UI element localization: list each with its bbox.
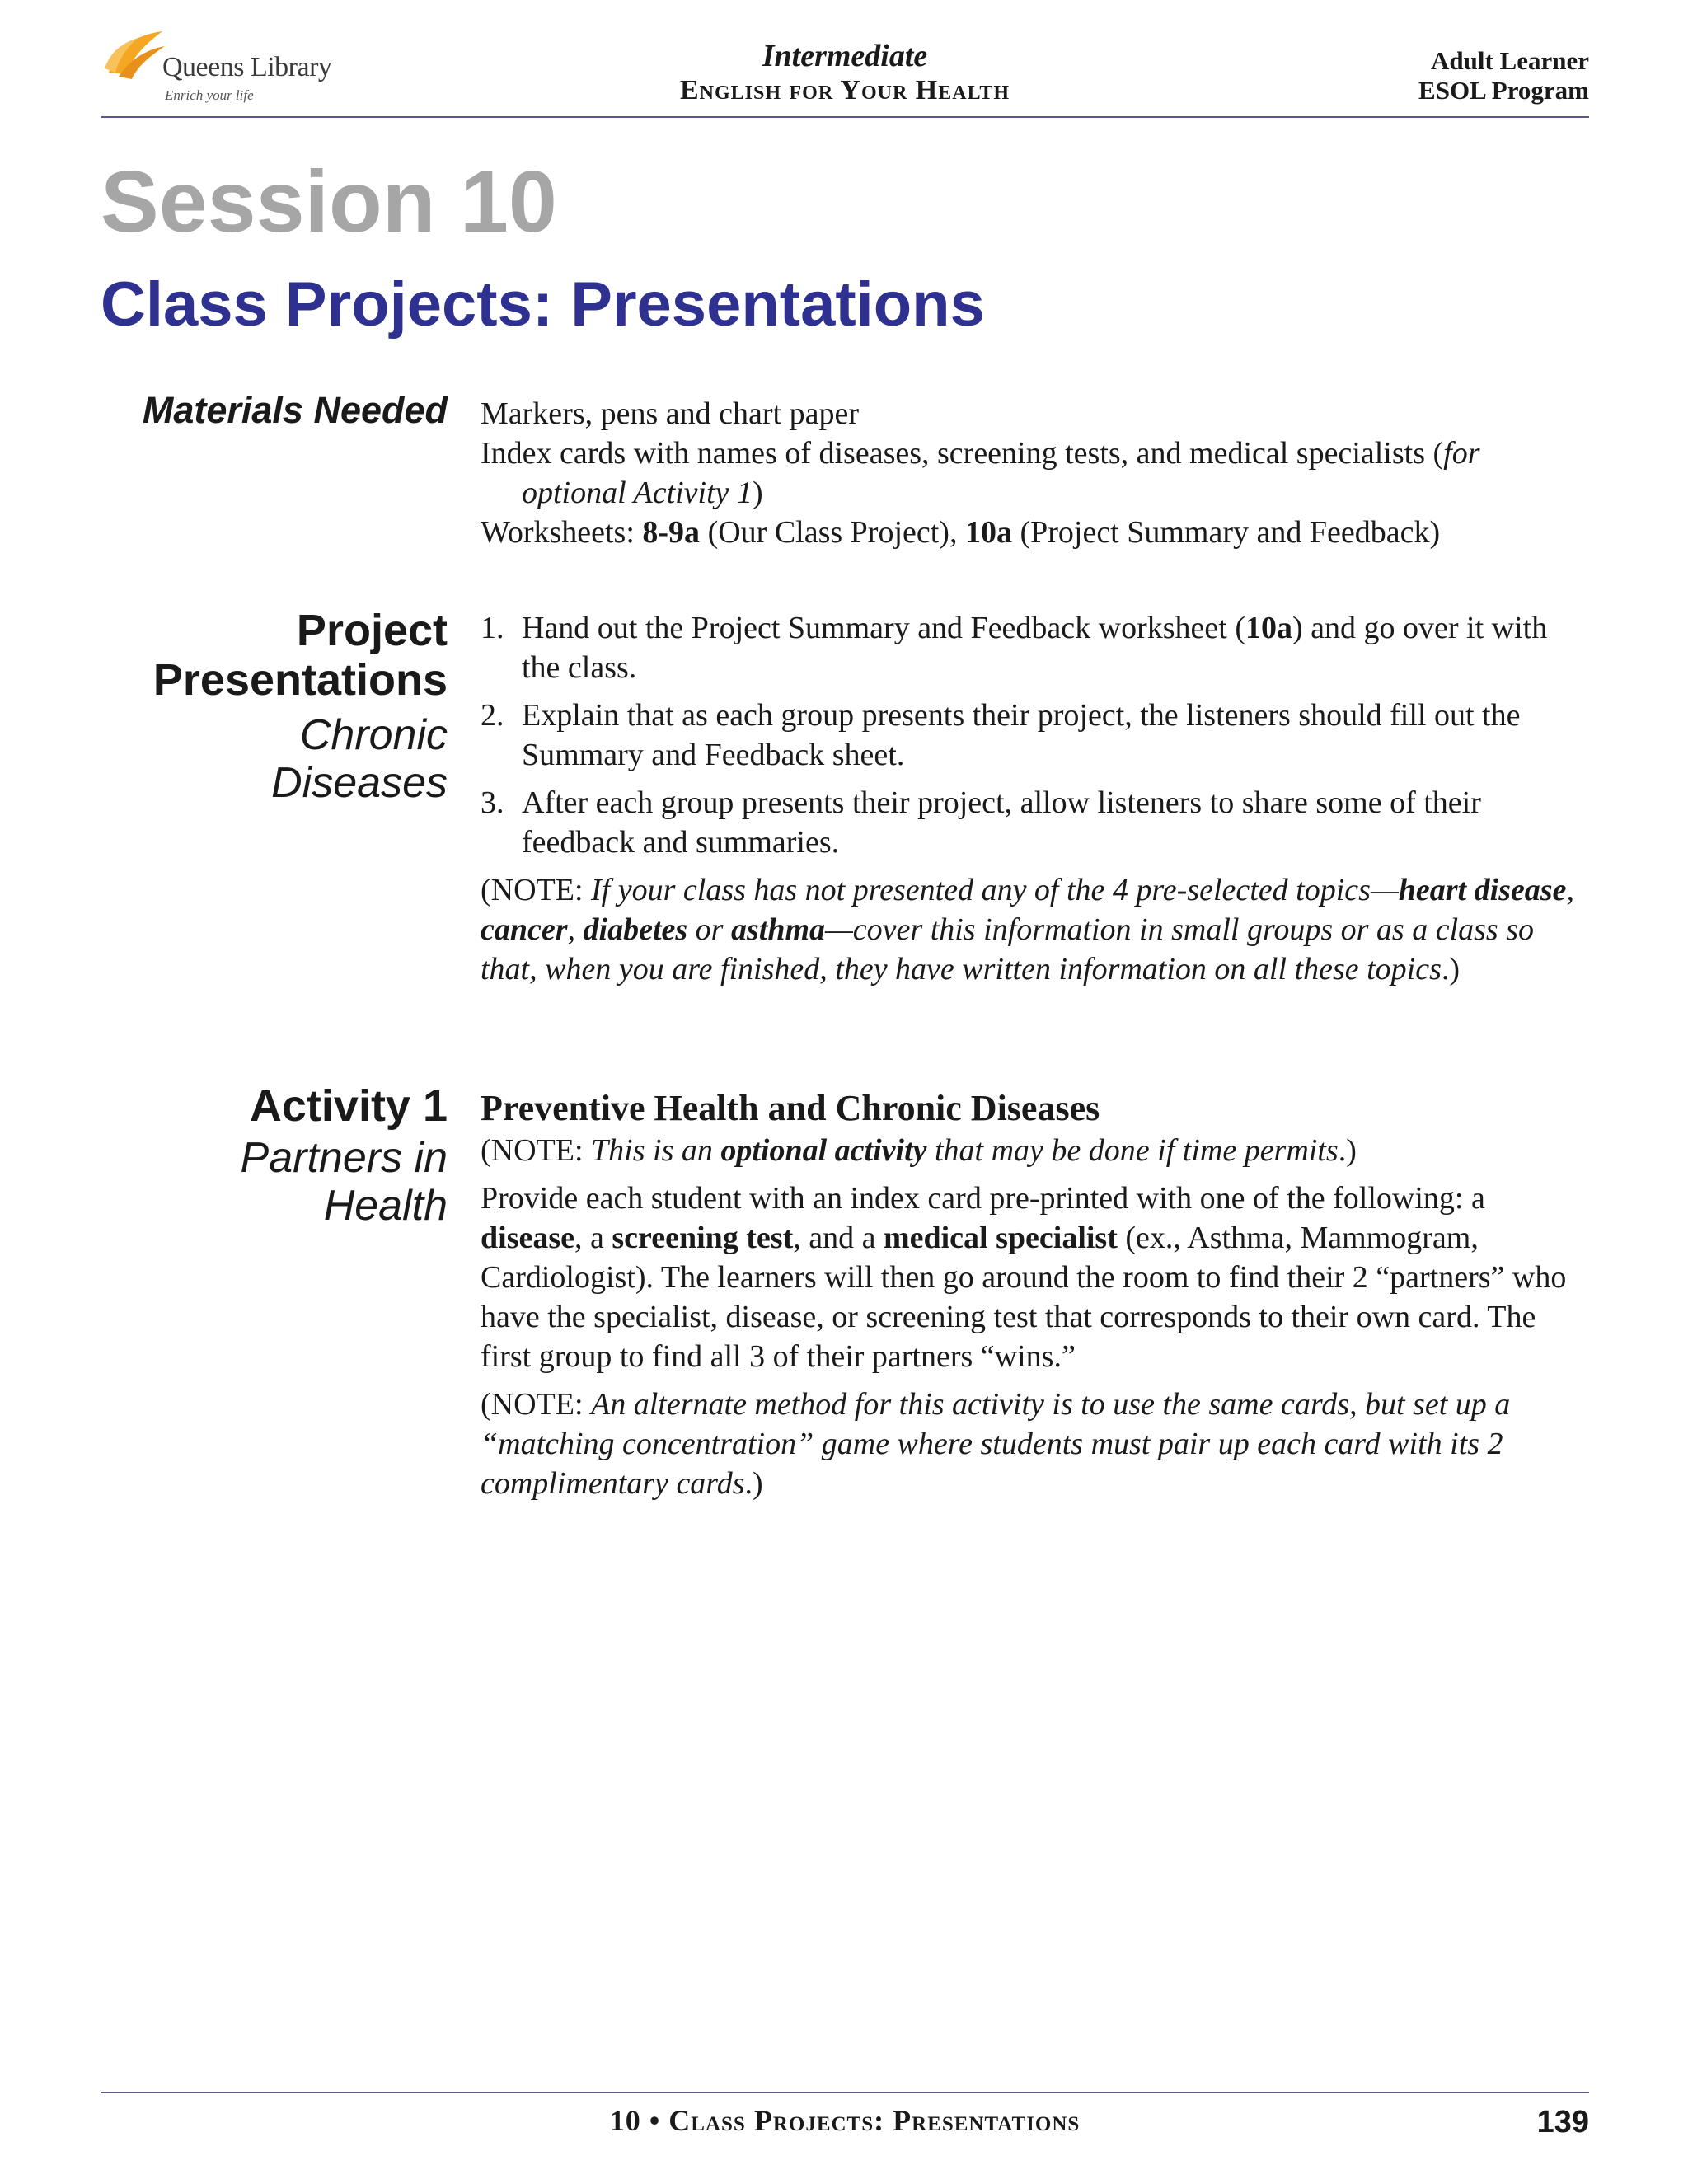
activity-sublabel-line: Health xyxy=(323,1182,448,1230)
materials-label: Materials Needed xyxy=(142,389,448,431)
project-note: (NOTE: If your class has not presented any of the 4 pre-selected topics—heart disease, cancer, diabetes or asthma—cover this information in small groups or as a class so that, when you are finished, they have written information on all these topics.) xyxy=(481,873,1574,987)
header-course: English for Your Health xyxy=(679,75,1010,105)
project-content xyxy=(481,608,1585,989)
project-sublabel-line: Chronic xyxy=(299,711,448,759)
session-subtitle: Class Projects: Presentations xyxy=(101,269,985,340)
list-item: 1. Hand out the Project Summary and Feedback worksheet (10a) and go over it with the class. xyxy=(481,611,1548,685)
session-title: Session 10 xyxy=(101,153,557,251)
logo-name: Queens Library xyxy=(162,52,332,82)
activity-heading: Preventive Health and Chronic Diseases xyxy=(481,1088,1100,1128)
activity-content xyxy=(481,1086,1585,1503)
materials-line: Worksheets: 8-9a (Our Class Project), 10a (Project Summary and Feedback) xyxy=(481,515,1441,550)
list-item: 3. After each group presents their project, allow listeners to share some of their feedback and summaries. xyxy=(481,785,1481,860)
header-program xyxy=(1418,46,1589,105)
project-label xyxy=(153,606,448,807)
list-item: 2. Explain that as each group presents their project, the listeners should fill out the Summary and Feedback sheet. xyxy=(481,698,1521,772)
activity-paragraph: Provide each student with an index card pre-printed with one of the following: a disease, a screening test, and a medical specialist (ex., Asthma, Mammogram, Cardiologist). The learners will then go around the room to find their 2 “partners” who have the specialist, disease, or screening test that corresponds to their own card. The first group to find all 3 of their partners “wins.” xyxy=(481,1181,1567,1374)
page-header xyxy=(101,23,1589,118)
materials-content xyxy=(481,394,1585,552)
project-sublabel-line: Diseases xyxy=(271,759,448,807)
logo-tagline: Enrich your life xyxy=(165,87,254,103)
header-program-line1: Adult Learner xyxy=(1430,46,1589,75)
project-label-line: Project xyxy=(296,606,448,655)
header-program-line2: ESOL Program xyxy=(1418,76,1589,105)
activity-note: (NOTE: An alternate method for this activity is to use the same cards, but set up a “matching concentration” game where students must pair up each card with its 2 complimentary cards.) xyxy=(481,1387,1511,1501)
materials-line: Index cards with names of diseases, screening tests, and medical specialists (for optional Activity 1) xyxy=(481,436,1480,510)
activity-label-line: Activity 1 xyxy=(249,1081,448,1131)
header-level: Intermediate xyxy=(762,39,928,73)
activity-sublabel-line: Partners in xyxy=(240,1134,448,1182)
footer-section-title: 10 • Class Projects: Presentations xyxy=(609,2104,1081,2137)
header-course-title xyxy=(101,38,1589,107)
page-number: 139 xyxy=(1536,2105,1589,2139)
materials-line: Markers, pens and chart paper xyxy=(481,396,859,431)
activity-label xyxy=(241,1081,448,1230)
page-footer xyxy=(101,2092,1589,2141)
project-label-line: Presentations xyxy=(152,655,448,705)
activity-note: (NOTE: This is an optional activity that may be done if time permits.) xyxy=(481,1133,1357,1168)
